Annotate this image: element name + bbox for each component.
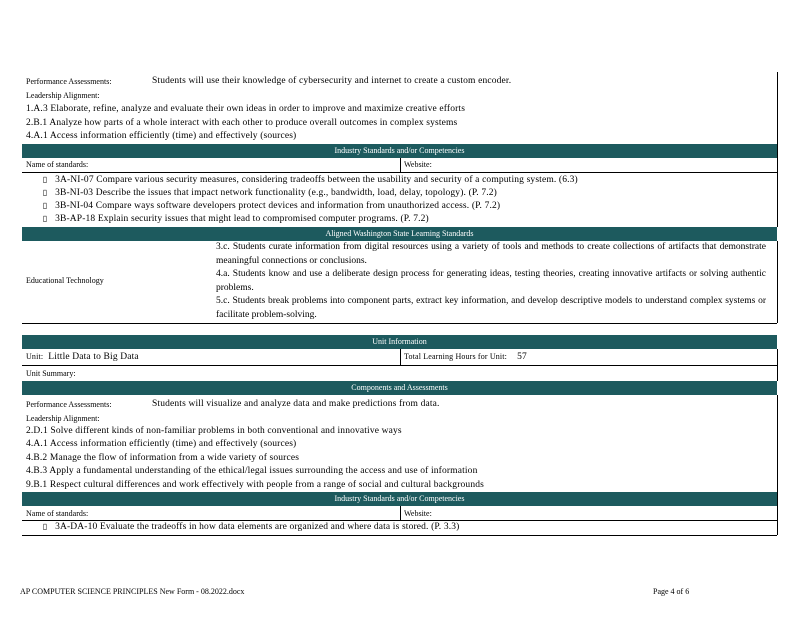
square-bullet-icon: ▯ [42,201,48,210]
square-bullet-icon: ▯ [42,214,48,223]
name-of-standards-label: Name of standards: [26,509,89,518]
name-of-standards-label: Name of standards: [26,160,89,169]
table1-right-border [777,241,778,323]
leadership-alignment-label: Leadership Alignment: [26,91,100,100]
unit-name: Unit: Little Data to Big Data [26,352,139,362]
leadership-item: 4.A.1 Access information efficiently (time) and effectively (sources) [26,131,297,141]
standard-item: ▯ 3A-NI-07 Compare various security measures, considering tradeoffs between the usability and security of a computing system. (6.3) [40,175,578,185]
perf-assessments-label: Performance Assessments: [26,77,112,86]
row-divider [22,172,777,173]
footer-document-name: AP COMPUTER SCIENCE PRINCIPLES New Form - 08.2022.docx [20,587,245,596]
ed-tech-item: 5.c. Students break problems into component parts, extract key information, and develop descriptive models to understand complex systems or facilitate problem-solving. [216,296,766,320]
table2-right-border [777,349,778,381]
components-assessments-header: Components and Assessments [22,381,777,395]
leadership-item: 9.B.1 Respect cultural differences and work effectively with people from a range of social and cultural backgrounds [26,480,484,490]
column-divider [400,349,401,365]
leadership-item: 1.A.3 Elaborate, refine, analyze and evaluate their own ideas in order to improve and maximize creative efforts [26,104,466,114]
table1-right-border [777,72,778,227]
educational-technology-standards [216,241,766,322]
unit-information-header: Unit Information [22,335,777,349]
standard-item: ▯ 3B-NI-03 Describe the issues that impact network functionality (e.g., bandwidth, load, delay, topology). (P. 7.2) [40,188,497,198]
row-divider [22,520,777,521]
website-label: Website: [404,160,432,169]
leadership-item: 4.B.3 Apply a fundamental understanding of the ethical/legal issues surrounding the access and use of information [26,466,478,476]
table2-bottom-border [22,535,777,536]
standard-item: ▯ 3B-NI-04 Compare ways software developers protect devices and information from unauthorized access. (P. 7.2) [40,201,500,211]
industry-standards-header: Industry Standards and/or Competencies [22,492,777,506]
footer-page-number: Page 4 of 6 [653,587,690,596]
leadership-item: 2.B.1 Analyze how parts of a whole interact with each other to produce overall outcomes in complex systems [26,118,458,128]
square-bullet-icon: ▯ [42,175,48,184]
square-bullet-icon: ▯ [42,188,48,197]
leadership-item: 4.B.2 Manage the flow of information from a wide variety of sources [26,453,300,463]
total-learning-hours: Total Learning Hours for Unit: 57 [404,352,527,362]
row-divider [22,365,777,366]
unit-summary-label: Unit Summary: [26,369,76,378]
perf-assessments-text: Students will visualize and analyze data and make predictions from data. [152,399,440,409]
ed-tech-item: 4.a. Students know and use a deliberate design process for generating ideas, testing theories, creating innovative artifacts or solving authentic problems. [216,269,766,293]
educational-technology-label: Educational Technology [26,276,104,285]
standard-item: ▯ 3B-AP-18 Explain security issues that might lead to compromised computer programs. (P. 7.2) [40,214,429,224]
column-divider [400,158,401,172]
standard-item: ▯ 3A-DA-10 Evaluate the tradeoffs in how data elements are organized and where data is stored. (P. 3.3) [40,522,460,532]
leadership-alignment-label: Leadership Alignment: [26,414,100,423]
website-label: Website: [404,509,432,518]
table1-bottom-border [22,323,777,324]
industry-standards-header: Industry Standards and/or Competencies [22,144,777,158]
square-bullet-icon: ▯ [42,522,48,531]
aligned-standards-header: Aligned Washington State Learning Standards [22,227,777,241]
perf-assessments-text: Students will use their knowledge of cybersecurity and internet to create a custom encoder. [152,76,512,86]
perf-assessments-label: Performance Assessments: [26,400,112,409]
leadership-item: 4.A.1 Access information efficiently (time) and effectively (sources) [26,439,297,449]
table2-right-border [777,395,778,535]
ed-tech-item: 3.c. Students curate information from digital resources using a variety of tools and methods to create collections of artifacts that demonstrate meaningful connections or conclusions. [216,242,766,266]
leadership-item: 2.D.1 Solve different kinds of non-familiar problems in both conventional and innovative ways [26,426,402,436]
column-divider [400,506,401,520]
